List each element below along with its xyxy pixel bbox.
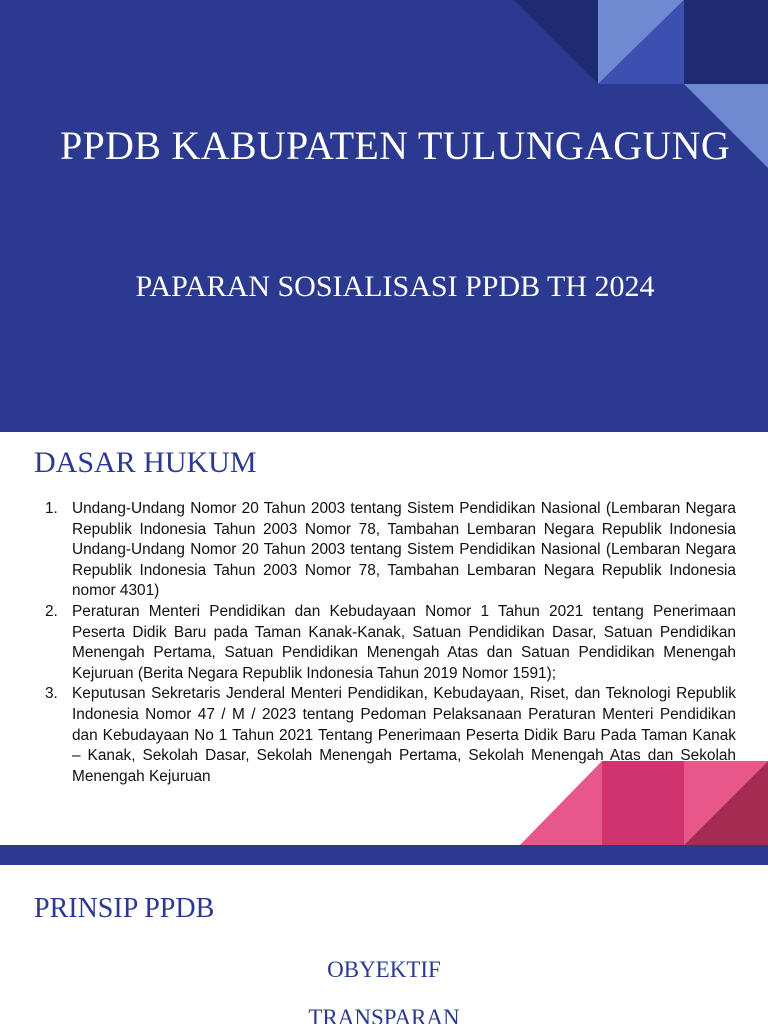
section-heading: PRINSIP PPDB (34, 893, 215, 924)
principle-item: OBYEKTIF (327, 957, 441, 982)
item-number: 1. (45, 500, 58, 517)
slide-divider-band (0, 845, 768, 865)
item-number: 2. (45, 602, 58, 620)
list-item (36, 602, 736, 684)
item-text: Keputusan Sekretaris Jenderal Menteri Pendidikan, Kebudayaan, Riset, dan Teknologi Republik Indonesia Nomor 47 / M / 2023 tentang Pedoman Pelaksanaan Peraturan Menteri Pendidikan dan Kebudayaan No 1 Tahun 2021 Tentang Penerimaan Peserta Didik Baru Pada Taman Kanak – Kanak, Sekolah Dasar, Sekolah Menengah Pertama, Sekolah Menengah Atas dan Sekolah Menengah Kejuruan (72, 685, 736, 785)
list-item (36, 499, 736, 602)
section-heading: DASAR HUKUM (34, 446, 257, 479)
item-text: Peraturan Menteri Pendidikan dan Kebudayaan Nomor 1 Tahun 2021 tentang Penerimaan Peserta Didik Baru pada Taman Kanak-Kanak, Satuan Pendidikan Dasar, Satuan Pendidikan Menengah Pertama, Satuan Pendidikan Menengah Atas dan Satuan Pendidikan Menengah Kejuruan (Berita Negara Republik Indonesia Tahun 2019 Nomor 1591); (72, 602, 736, 682)
item-number: 3. (45, 685, 58, 703)
title-slide (0, 0, 768, 432)
presentation-subtitle: PAPARAN SOSIALISASI PPDB TH 2024 (135, 270, 655, 303)
presentation-title: PPDB KABUPATEN TULUNGAGUNG (59, 123, 731, 168)
legal-basis-list (36, 499, 736, 787)
item-text: Undang-Undang Nomor 20 Tahun 2003 tentang Sistem Pendidikan Nasional (Lembaran Negara Republik Indonesia Tahun 2003 Nomor 78, Tambahan Lembaran Negara Republik Indonesia Undang-Undang Nomor 20 Tahun 2003 tentang Sistem Pendidikan Nasional (Lembaran Negara Republik Indonesia Tahun 2003 Nomor 78, Tambahan Lembaran Negara Republik Indonesia nomor 4301) (72, 500, 736, 600)
prinsip-slide (0, 865, 768, 1024)
list-item (36, 684, 736, 787)
corner-decoration (0, 0, 768, 432)
dasar-hukum-slide (0, 432, 768, 845)
principle-item: TRANSPARAN (308, 1005, 460, 1024)
